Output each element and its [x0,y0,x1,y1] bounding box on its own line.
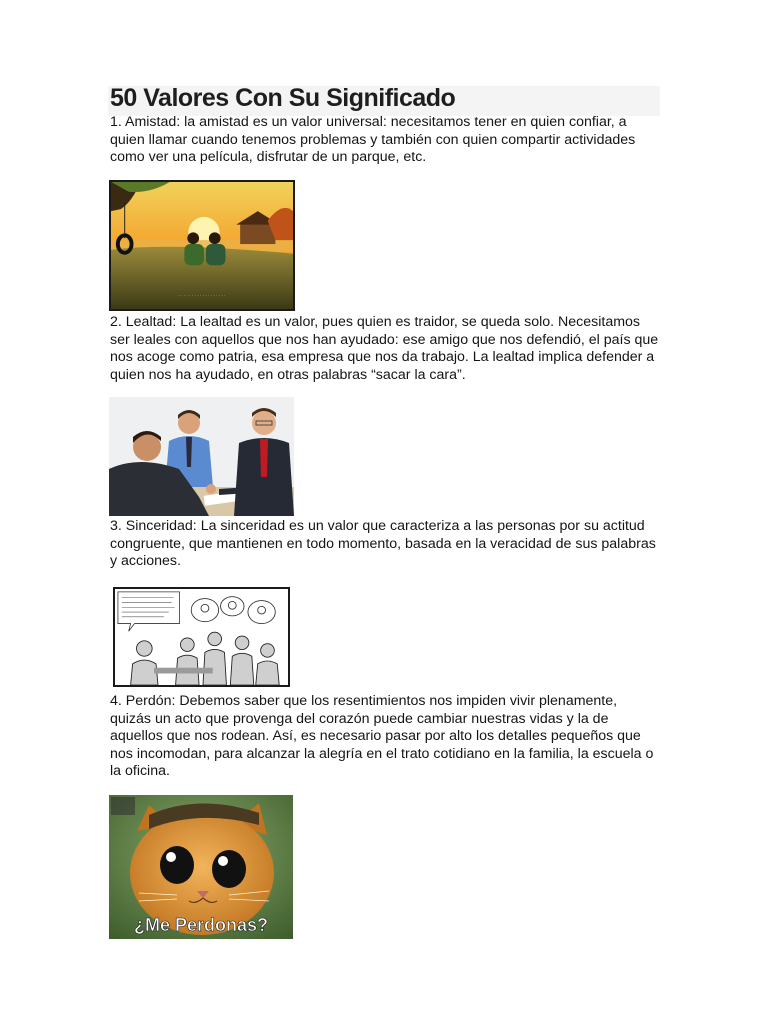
business-meeting-image [109,397,294,516]
paragraph-amistad: 1. Amistad: la amistad es un valor universal: necesitamos tener en quien confiar, a quien llamar cuando tenemos problemas y también con quien compartir actividades como ver una película, disfrutar de un parque, etc. [110,114,636,165]
svg-text:· · · · · · · · · · · · · · ·: · · · · · · · · · · · · · · · · · · [178,292,226,298]
cartoon-image [113,587,290,687]
paragraph-sinceridad: 3. Sinceridad: La sinceridad es un valor que caracteriza a las personas por su actitud congruente, que mantienen en todo momento, basada en la veracidad de sus palabras y acciones. [110,518,656,569]
friendship-image [109,180,295,311]
paragraph-perdon: 4. Perdón: Debemos saber que los resentimientos nos impiden vivir plenamente, quizás un acto que provenga del corazón puede cambiar nuestras vidas y la de aquellos que nos rodean. Así, es necesario pasar por alto los detalles pequeños que nos incomodan, para alcanzar la alegría en el trato cotidiano en la familia, la escuela o la oficina. [110,693,654,779]
cat-image [109,795,293,939]
paragraph-lealtad: 2. Lealtad: La lealtad es un valor, pues quien es traidor, se queda solo. Necesitamos ser leales con aquellos que nos han ayudado: ese amigo que nos defendió, el país que nos acoge como patria, esa empresa que nos da trabajo. La lealtad implica defender a quien nos ha ayudado, en otras palabras “sacar la cara”. [110,314,659,383]
page-title: 50 Valores Con Su Significado [110,84,456,112]
cat-caption: ¿Me Perdonas? [133,915,269,935]
